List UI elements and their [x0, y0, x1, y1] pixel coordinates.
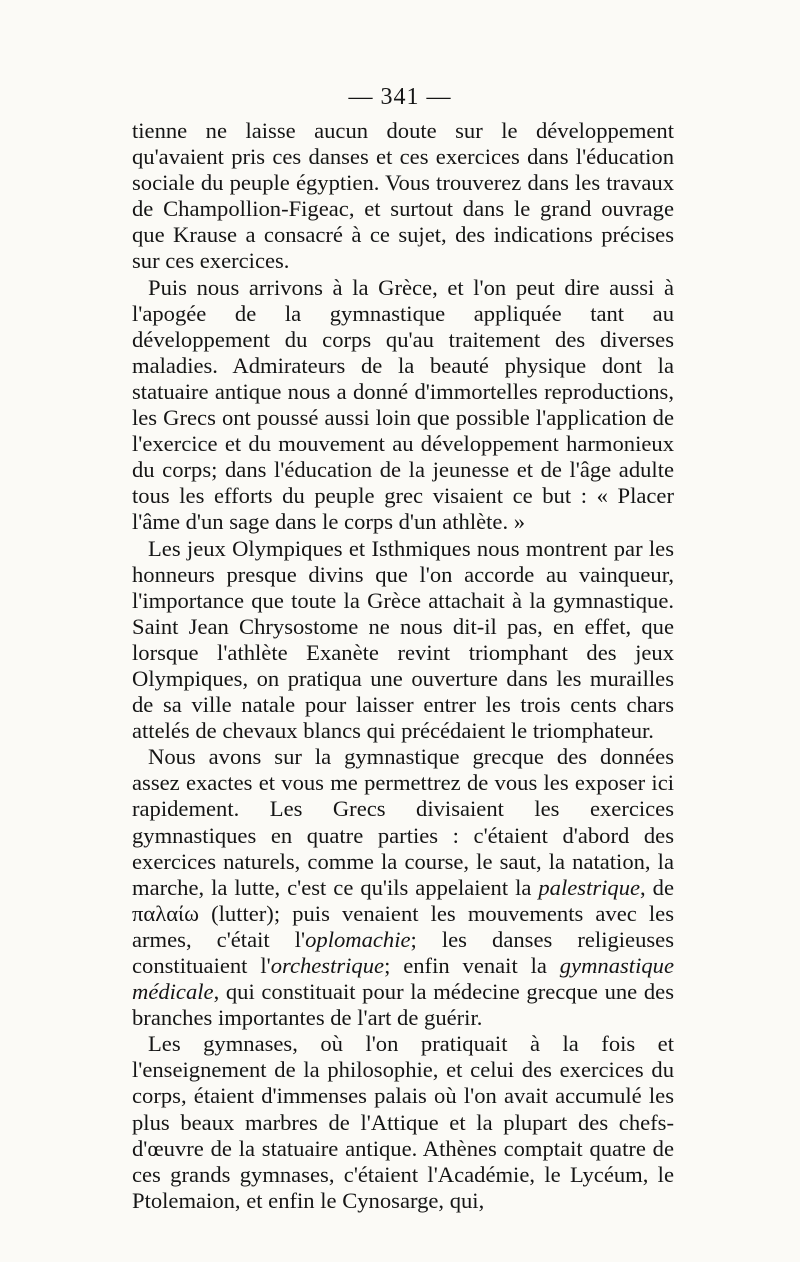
italic-term: gymnastique médicale: [132, 953, 674, 1005]
paragraph-3: [132, 536, 674, 745]
text-run: ; enfin venait la: [384, 953, 560, 978]
paragraph-4: [132, 744, 674, 1031]
paragraph-2: [132, 275, 674, 536]
text-run: ; les danses religieuses constituaient l': [132, 926, 674, 978]
body-text: [132, 118, 674, 1214]
text-run: , de παλαίω (lutter); puis venaient les mouvements avec les armes, c'était l': [132, 874, 674, 952]
text-run: tienne ne laisse aucun doute sur le développement qu'avaient pris ces danses et ces exercices dans l'éducation sociale du peuple égyptien. Vous trouverez dans les travaux de Champollion-Figeac, et surtout dans le grand ouvrage que Krause a consacré à ce sujet, des indications précises sur ces exercices.: [132, 118, 674, 274]
italic-term: palestrique: [538, 874, 641, 900]
text-run: Les gymnases, où l'on pratiquait à la fois et l'enseignement de la philosophie, et celui des exercices du corps, étaient d'immenses palais où l'on avait accumulé les plus beaux marbres de l'Attique et la plupart des chefs-d'œuvre de la statuaire antique. Athènes comptait quatre de ces grands gymnases, c'étaient l'Académie, le Lycéum, le Ptolemaion, et enfin le Cynosarge, qui,: [132, 1031, 674, 1213]
text-run: Nous avons sur la gymnastique grecque des données assez exactes et vous me permettrez de vous les exposer ici rapidement. Les Grecs divisaient les exercices gymnastiques en quatre parties : c'étaient d'abord des exercices naturels, comme la course, le saut, la natation, la marche, la lutte, c'est ce qu'ils appelaient la: [132, 744, 674, 900]
italic-term: oplomachie: [305, 926, 411, 952]
text-run: Puis nous arrivons à la Grèce, et l'on peut dire aussi à l'apogée de la gymnastique appliquée tant au développement du corps qu'au traitement des diverses maladies. Admirateurs de la beauté physique dont la statuaire antique nous a donné d'immortelles reproductions, les Grecs ont poussé aussi loin que possible l'application de l'exercice et du mouvement au développement harmonieux du corps; dans l'éducation de la jeunesse et de l'âge adulte tous les efforts du peuple grec visaient ce but : « Placer l'âme d'un sage dans le corps d'un athlète. »: [132, 274, 674, 535]
text-run: , qui constituait pour la médecine grecque une des branches importantes de l'art de guérir.: [132, 979, 674, 1031]
paragraph-1: [132, 118, 674, 275]
italic-term: orchestrique: [270, 953, 385, 978]
paragraph-5: [132, 1031, 674, 1214]
text-run: Les jeux Olympiques et Isthmiques nous montrent par les honneurs presque divins que l'on accorde au vainqueur, l'importance que toute la Grèce attachait à la gymnastique. Saint Jean Chrysostome ne nous dit-il pas, en effet, que lorsque l'athlète Exanète revint triomphant des jeux Olympiques, on pratiqua une ouverture dans les murailles de sa ville natale pour laisser entrer les trois cents chars attelés de chevaux blancs qui précédaient le triomphateur.: [132, 535, 674, 744]
page-number: — 341 —: [348, 84, 452, 110]
